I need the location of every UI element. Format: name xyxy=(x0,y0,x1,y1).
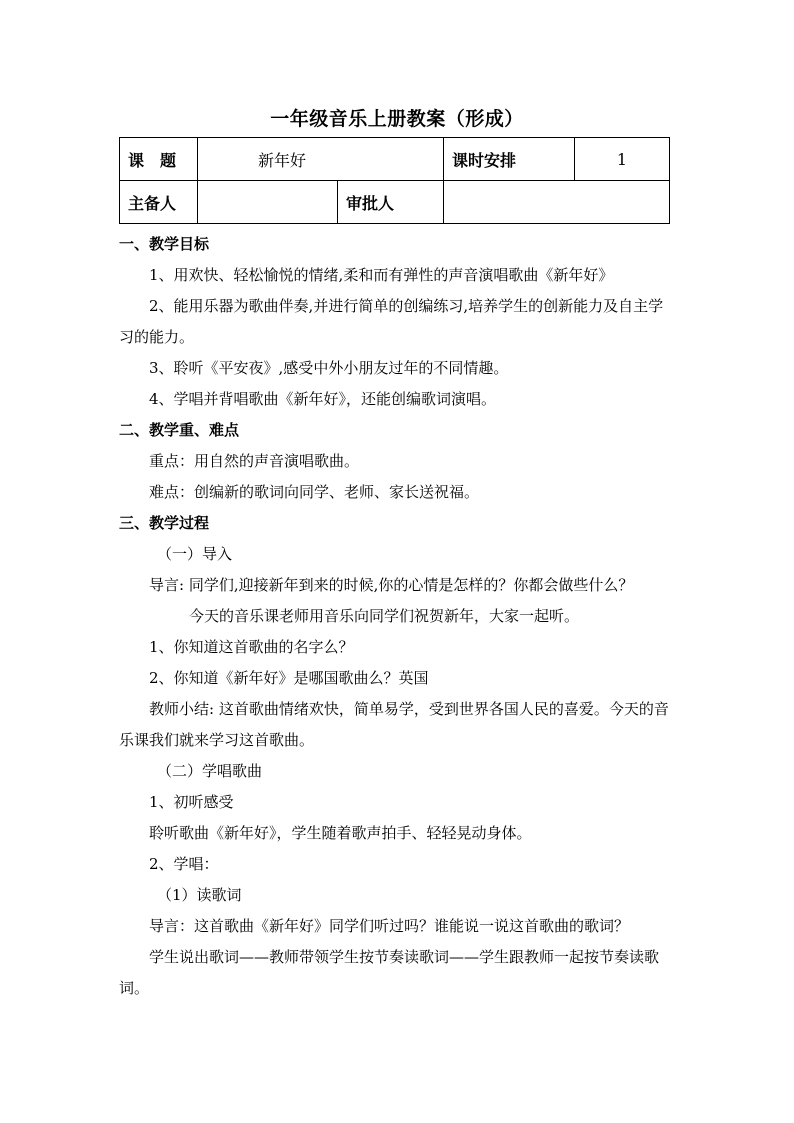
question-1: 1、你知道这首歌曲的名字么？ xyxy=(149,638,354,656)
subheading-learn-song: （二）学唱歌曲 xyxy=(157,762,263,780)
section-heading-process: 三、教学过程 xyxy=(119,514,210,532)
schedule-label: 课时安排 xyxy=(444,138,575,181)
section-heading-key-points: 二、教学重、难点 xyxy=(119,421,240,439)
intro-paragraph-2: 今天的音乐课老师用音乐向同学们祝贺新年，大家一起听。 xyxy=(189,607,580,625)
approver-label: 审批人 xyxy=(338,181,444,224)
question-2: 2、你知道《新年好》是哪国歌曲么？英国 xyxy=(149,669,429,687)
table-row xyxy=(120,138,670,181)
objective-3: 3、聆听《平安夜》,感受中外小朋友过年的不同情趣。 xyxy=(149,359,509,377)
subject-value: 新年好 xyxy=(198,138,444,181)
objective-2: 2、能用乐器为歌曲伴奏,并进行简单的创编练习,培养学生的创新能力及自主学习的能力。 xyxy=(119,297,664,346)
teacher-summary: 教师小结: 这首歌曲情绪欢快，简单易学，受到世界各国人民的喜爱。今天的音乐课我们就来学习这首歌曲。 xyxy=(119,700,669,749)
intro-paragraph: 导言: 同学们,迎接新年到来的时候,你的心情是怎样的？你都会做些什么？ xyxy=(149,576,634,594)
subheading-intro: （一）导入 xyxy=(157,545,233,563)
key-point: 重点：用自然的声音演唱歌曲。 xyxy=(149,452,360,470)
table-row xyxy=(120,181,670,224)
document-title: 一年级音乐上册教案（形成） xyxy=(270,108,524,130)
read-lyrics-steps: 学生说出歌词——教师带领学生按节奏读歌词——学生跟教师一起按节奏读歌词。 xyxy=(119,948,660,997)
subject-label: 课 题 xyxy=(120,138,198,181)
difficult-point: 难点：创编新的歌词向同学、老师、家长送祝福。 xyxy=(149,483,480,501)
objective-4: 4、学唱并背唱歌曲《新年好》，还能创编歌词演唱。 xyxy=(149,390,497,408)
schedule-value: 1 xyxy=(575,138,670,181)
lesson-content xyxy=(119,229,672,1004)
read-lyrics-intro: 导言：这首歌曲《新年好》同学们听过吗？谁能说一说这首歌曲的歌词？ xyxy=(149,917,630,935)
preparer-value xyxy=(198,181,338,224)
objective-1: 1、用欢快、轻松愉悦的情绪,柔和而有弹性的声音演唱歌曲《新年好》 xyxy=(149,266,614,284)
approver-value xyxy=(444,181,670,224)
first-listen-paragraph: 聆听歌曲《新年好》，学生随着歌声拍手、轻轻晃动身体。 xyxy=(149,824,532,842)
substep-read-lyrics: （1）读歌词 xyxy=(157,886,242,904)
preparer-label: 主备人 xyxy=(120,181,198,224)
step-first-listen: 1、初听感受 xyxy=(149,793,234,811)
step-learn-sing: 2、学唱： xyxy=(149,855,219,873)
section-heading-objectives: 一、教学目标 xyxy=(119,235,210,253)
lesson-info-table xyxy=(119,137,670,224)
